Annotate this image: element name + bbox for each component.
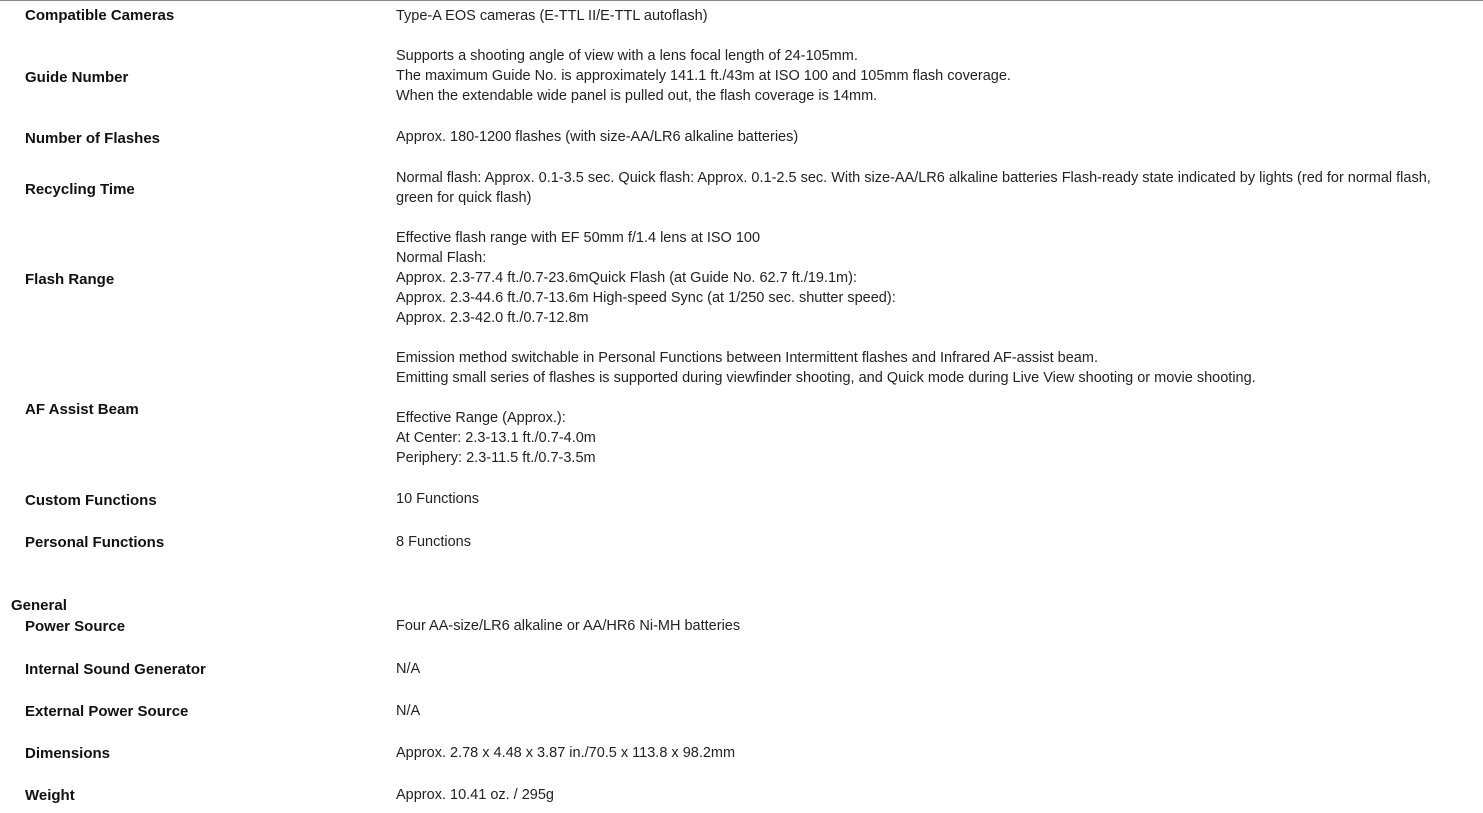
spec-label: Number of Flashes <box>25 130 161 147</box>
spec-value <box>396 228 1474 328</box>
spec-label: Guide Number <box>25 69 129 86</box>
spec-label: Weight <box>25 787 75 804</box>
spec-value <box>396 489 1474 509</box>
spec-value <box>396 701 1474 721</box>
spec-value <box>396 348 1474 468</box>
spec-value-line: 10 Functions <box>396 491 480 507</box>
spec-value-line: Approx. 10.41 oz. / 295g <box>396 787 554 803</box>
spec-value-line: Emitting small series of flashes is supported during viewfinder shooting, and Quick mode during Live View shooting or movie shooting. <box>396 370 1256 386</box>
spec-value-line: Approx. 2.3-42.0 ft./0.7-12.8m <box>396 310 589 326</box>
spec-label: Custom Functions <box>25 492 157 509</box>
spec-value <box>396 532 1474 552</box>
spec-value-line: Emission method switchable in Personal Functions between Intermittent flashes and Infrared AF-assist beam. <box>396 350 1098 366</box>
spec-value <box>396 6 1474 26</box>
spec-label: External Power Source <box>25 703 189 720</box>
spec-value-line: 8 Functions <box>396 534 471 550</box>
spec-label: Dimensions <box>25 745 111 762</box>
spec-value <box>396 46 1474 106</box>
spec-value-line: Supports a shooting angle of view with a lens focal length of 24-105mm. <box>396 48 858 64</box>
spec-value-line: Type-A EOS cameras (E-TTL II/E-TTL autoflash) <box>396 8 708 24</box>
spec-value-line: At Center: 2.3-13.1 ft./0.7-4.0m <box>396 430 596 446</box>
spec-value <box>396 127 1474 147</box>
spec-value-line: Normal Flash: <box>396 250 487 266</box>
spec-label: Flash Range <box>25 271 115 288</box>
spec-value-line: The maximum Guide No. is approximately 141.1 ft./43m at ISO 100 and 105mm flash coverage. <box>396 68 1011 84</box>
spec-value <box>396 168 1471 208</box>
spec-label: Internal Sound Generator <box>25 661 206 678</box>
spec-value-line: Four AA-size/LR6 alkaline or AA/HR6 Ni-MH batteries <box>396 618 741 634</box>
spec-value-line-blank <box>396 388 1474 408</box>
spec-label: Compatible Cameras <box>25 7 175 24</box>
spec-label: Personal Functions <box>25 534 165 551</box>
spec-value-line: N/A <box>396 661 421 677</box>
spec-value-line: Approx. 2.3-44.6 ft./0.7-13.6m High-speed Sync (at 1/250 sec. shutter speed): <box>396 290 896 306</box>
spec-value-line: N/A <box>396 703 421 719</box>
spec-value <box>396 743 1474 763</box>
spec-value-line: Approx. 2.3-77.4 ft./0.7-23.6mQuick Flash (at Guide No. 62.7 ft./19.1m): <box>396 270 857 286</box>
spec-label: Power Source <box>25 618 126 635</box>
spec-value-line: Periphery: 2.3-11.5 ft./0.7-3.5m <box>396 450 596 466</box>
spec-value <box>396 659 1474 679</box>
section-heading-general: General <box>11 597 67 614</box>
spec-value-line: Approx. 2.78 x 4.48 x 3.87 in./70.5 x 113.8 x 98.2mm <box>396 745 736 761</box>
spec-value-line: Normal flash: Approx. 0.1-3.5 sec. Quick flash: Approx. 0.1-2.5 sec. With size-AA/LR6 alkaline batteries Flash-ready state indicated by lights (red for normal flash, green for quick flash) <box>396 170 1431 206</box>
top-divider <box>0 0 1483 1</box>
spec-value-line: Effective Range (Approx.): <box>396 410 566 426</box>
spec-value-line: Effective flash range with EF 50mm f/1.4 lens at ISO 100 <box>396 230 761 246</box>
spec-label: AF Assist Beam <box>25 401 139 418</box>
spec-value <box>396 616 1474 636</box>
spec-value <box>396 785 1474 805</box>
spec-value-line: When the extendable wide panel is pulled out, the flash coverage is 14mm. <box>396 88 878 104</box>
spec-value-line: Approx. 180-1200 flashes (with size-AA/LR6 alkaline batteries) <box>396 129 799 145</box>
spec-label: Recycling Time <box>25 181 135 198</box>
